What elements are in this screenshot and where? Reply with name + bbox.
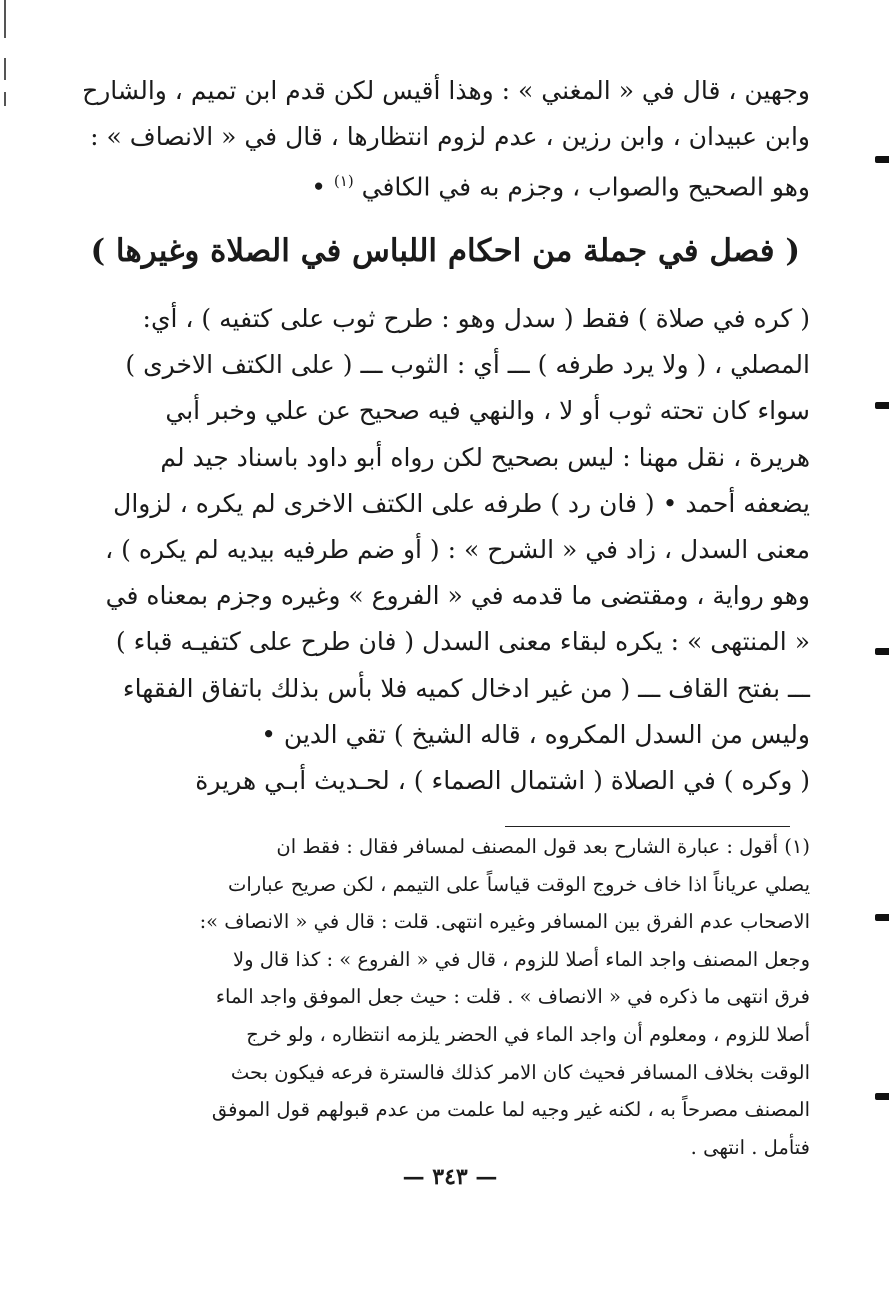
scan-edge-mark: [4, 92, 6, 106]
footnote-line: الوقت بخلاف المسافر فحيث كان الامر كذلك فالسترة فرعه فيكون بحث: [230, 1060, 810, 1084]
continuation-paragraph: [82, 68, 810, 210]
footnote-line: وجعل المصنف واجد الماء أصلا للزوم ، قال في « الفروع » : كذا قال ولا: [232, 947, 810, 971]
text-line: وابن عبيدان ، وابن رزين ، عدم لزوم انتظارها ، قال في « الانصاف » :: [90, 121, 810, 151]
text-line: المصلي ، ( ولا يرد طرفه ) ـــ أي : الثوب ـــ ( على الكتف الاخرى ): [125, 350, 810, 380]
footnote-line: المصنف مصرحاً به ، لكنه غير وجيه لما علمت من عدم قبولهم قول الموفق: [211, 1098, 810, 1122]
text-line: وليس من السدل المكروه ، قاله الشيخ ) تقي الدين •: [261, 719, 810, 749]
text-segment: وهو الصحيح والصواب ، وجزم به في الكافي: [361, 172, 810, 202]
section-heading: ( فصل في جملة من احكام اللباس في الصلاة وغيرها ): [90, 233, 800, 269]
text-line: « المنتهى » : يكره لبقاء معنى السدل ( فان طرح على كتفيـه قباء ): [115, 627, 810, 657]
footnote-reference: (١): [333, 172, 354, 190]
scan-edge-mark: [4, 58, 6, 80]
next-paragraph: [150, 758, 810, 804]
sentence-end-mark: •: [311, 172, 334, 202]
scan-edge-mark: [4, 0, 6, 38]
binding-mark: [875, 402, 889, 409]
text-line-with-footnote: [150, 159, 810, 210]
text-line: ( وكره ) في الصلاة ( اشتمال الصماء ) ، لحـديث أبـي هريرة: [195, 766, 810, 795]
footnote-separator: [505, 826, 790, 827]
footnote-line: أصلا للزوم ، ومعلوم أن واجد الماء في الحضر يلزمه انتظاره ، ولو خرج: [246, 1022, 810, 1046]
binding-mark: [875, 914, 889, 921]
text-line: يضعفه أحمد • ( فان رد ) طرفه على الكتف الاخرى لم يكره ، لزوال: [113, 488, 810, 518]
footnote-line: يصلي عرياناً اذا خاف خروج الوقت قياساً على التيمم ، لكن صريح عبارات: [228, 872, 810, 896]
text-line: معنى السدل ، زاد في « الشرح » : ( أو ضم طرفيه بيديه لم يكره ) ،: [105, 535, 810, 565]
footnote-line: الاصحاب عدم الفرق بين المسافر وغيره انتهى. قلت : قال في « الانصاف »:: [199, 910, 810, 934]
text-line: وجهين ، قال في « المغني » : وهذا أقيس لكن قدم ابن تميم ، والشارح: [82, 76, 810, 105]
text-line: وهو رواية ، ومقتضى ما قدمه في « الفروع » وغيره وجزم بمعناه في: [105, 581, 810, 611]
page-number: — ٣٤٣ —: [402, 1164, 498, 1190]
text-line: سواء كان تحته ثوب أو لا ، والنهي فيه صحيح عن علي وخبر أبي: [165, 396, 810, 426]
footnote-line: فتأمل . انتهى .: [690, 1135, 810, 1159]
binding-mark: [875, 1093, 889, 1100]
binding-mark: [875, 648, 889, 655]
footnote-line: (١) أقول : عبارة الشارح بعد قول المصنف لمسافر فقال : فقط ان: [276, 835, 810, 858]
binding-mark: [875, 156, 889, 163]
text-line: ( كره في صلاة ) فقط ( سدل وهو : طرح ثوب على كتفيه ) ، أي:: [142, 304, 810, 333]
text-line: ـــ بفتح القاف ـــ ( من غير ادخال كميه فلا بأس بذلك باتفاق الفقهاء: [122, 673, 810, 703]
footnote-line: فرق انتهى ما ذكره في « الانصاف » . قلت : حيث جعل الموفق واجد الماء: [215, 985, 810, 1009]
text-line: هريرة ، نقل مهنا : ليس بصحيح لكن رواه أبو داود باسناد جيد لم: [160, 442, 810, 472]
main-paragraph: [105, 296, 810, 758]
footnote: [140, 828, 810, 1166]
